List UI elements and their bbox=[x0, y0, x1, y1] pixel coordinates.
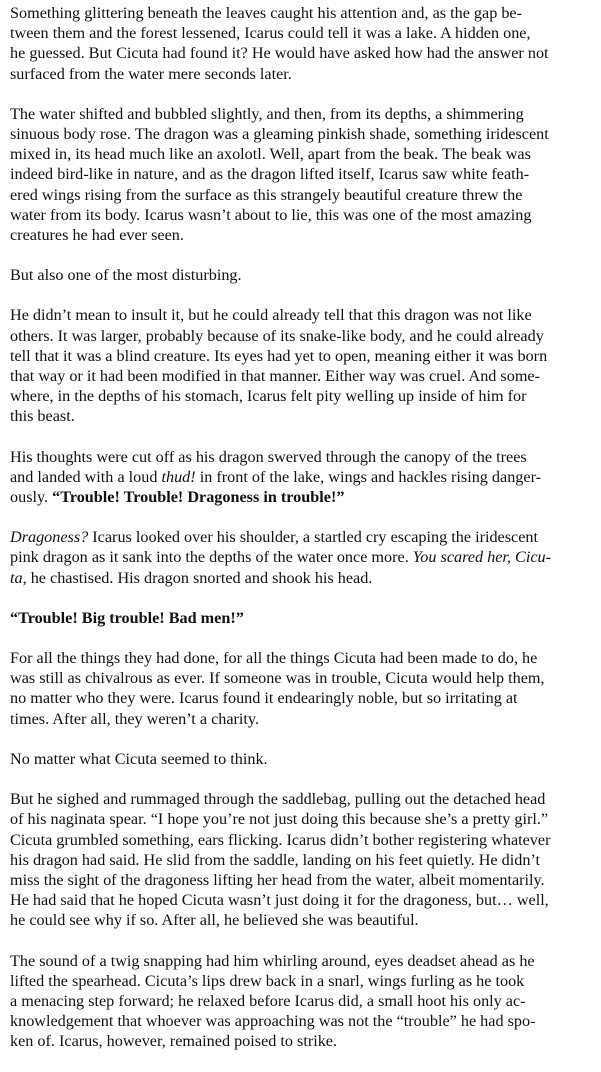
text-line bbox=[10, 971, 591, 991]
text-run: ously. bbox=[10, 488, 53, 507]
paragraph bbox=[10, 447, 591, 508]
text-run: that way or it had been modified in that manner. Either way was cruel. And some- bbox=[10, 367, 540, 386]
text-run: water from its body. Icarus wasn’t about to lie, this was one of the most amazing bbox=[10, 205, 532, 224]
paragraph bbox=[10, 3, 591, 84]
text-run: , he chastised. His dragon snorted and shook his head. bbox=[22, 568, 373, 587]
text-line bbox=[10, 406, 591, 426]
text-line bbox=[10, 305, 591, 325]
text-run: his dragon had said. He slid from the saddle, landing on his feet quietly. He didn’t bbox=[10, 850, 541, 869]
text-run: ken of. Icarus, however, remained poised to strike. bbox=[10, 1032, 338, 1051]
text-run: Icarus looked over his shoulder, a startled cry escaping the iridescent bbox=[88, 528, 538, 547]
paragraph bbox=[10, 951, 591, 1052]
paragraph bbox=[10, 789, 591, 930]
text-run: lifted the spearhead. Cicuta’s lips drew back in a snarl, wings furling as he took bbox=[10, 971, 525, 990]
italic-text: Dragoness? bbox=[10, 528, 89, 547]
text-line bbox=[10, 890, 591, 910]
text-run: No matter what Cicuta seemed to think. bbox=[10, 749, 268, 768]
text-line bbox=[10, 648, 591, 668]
text-run: His thoughts were cut off as his dragon swerved through the canopy of the trees bbox=[10, 447, 527, 466]
text-run: no matter who they were. Icarus found it endearingly noble, but so irritating at bbox=[10, 689, 518, 708]
text-run: and landed with a loud bbox=[10, 467, 162, 486]
text-line bbox=[10, 346, 591, 366]
text-run: this beast. bbox=[10, 407, 75, 426]
bold-text: “Trouble! Trouble! Dragoness in trouble!” bbox=[52, 488, 345, 507]
text-line bbox=[10, 104, 591, 124]
paragraph bbox=[10, 305, 591, 426]
text-run: a menacing step forward; he relaxed before Icarus did, a small hoot his only ac- bbox=[10, 991, 526, 1010]
text-line bbox=[10, 608, 591, 628]
text-run: But also one of the most disturbing. bbox=[10, 266, 242, 285]
text-line bbox=[10, 64, 591, 84]
italic-text: You scared her, Cicu- bbox=[412, 548, 551, 567]
text-line bbox=[10, 850, 591, 870]
text-line bbox=[10, 527, 591, 547]
text-line bbox=[10, 326, 591, 346]
text-line bbox=[10, 205, 591, 225]
text-run: Something glittering beneath the leaves caught his attention and, as the gap be- bbox=[10, 4, 523, 22]
text-run: tell that it was a blind creature. Its eyes had yet to open, meaning either it was born bbox=[10, 346, 548, 365]
text-line bbox=[10, 265, 591, 285]
text-run: of his naginata spear. “I hope you’re not just doing this because she’s a pretty girl.” bbox=[10, 810, 549, 829]
text-line bbox=[10, 1011, 591, 1031]
text-run: Cicuta grumbled something, ears flicking. Icarus didn’t bother registering whatever bbox=[10, 830, 551, 849]
text-line bbox=[10, 991, 591, 1011]
italic-text: thud! bbox=[161, 467, 196, 486]
text-run: others. It was larger, probably because of its snake-like body, and he could already bbox=[10, 326, 544, 345]
text-run: tween them and the forest lessened, Icarus could tell it was a lake. A hidden one, bbox=[10, 24, 531, 43]
text-line bbox=[10, 951, 591, 971]
text-run: he guessed. But Cicuta had found it? He would have asked how had the answer not bbox=[10, 44, 549, 63]
text-line bbox=[10, 688, 591, 708]
text-line bbox=[10, 749, 591, 769]
text-line bbox=[10, 568, 591, 588]
paragraph bbox=[10, 749, 591, 769]
paragraph bbox=[10, 648, 591, 729]
text-line bbox=[10, 709, 591, 729]
text-line bbox=[10, 386, 591, 406]
text-line bbox=[10, 870, 591, 890]
text-line bbox=[10, 447, 591, 467]
text-line bbox=[10, 185, 591, 205]
paragraph bbox=[10, 608, 591, 628]
text-line bbox=[10, 830, 591, 850]
text-run: pink dragon as it sank into the depths of the water once more. bbox=[10, 548, 413, 567]
text-run: He had said that he hoped Cicuta wasn’t just doing it for the dragoness, but… well, bbox=[10, 891, 549, 910]
text-line bbox=[10, 43, 591, 63]
text-run: times. After all, they weren’t a charity. bbox=[10, 709, 260, 728]
paragraph bbox=[10, 104, 591, 245]
bold-text: “Trouble! Big trouble! Bad men!” bbox=[10, 608, 244, 627]
text-run: knowledgement that whoever was approaching was not the “trouble” he had spo- bbox=[10, 1012, 536, 1031]
text-run: where, in the depths of his stomach, Icarus felt pity welling up inside of him for bbox=[10, 387, 527, 406]
text-line bbox=[10, 1031, 591, 1051]
text-line bbox=[10, 789, 591, 809]
text-run: mixed in, its head much like an axolotl. Well, apart from the beak. The beak was bbox=[10, 145, 531, 164]
text-line bbox=[10, 23, 591, 43]
paragraph bbox=[10, 265, 591, 285]
text-line bbox=[10, 366, 591, 386]
text-run: ered wings rising from the surface as this strangely beautiful creature threw the bbox=[10, 185, 523, 204]
text-run: indeed bird-like in nature, and as the dragon lifted itself, Icarus saw white feath- bbox=[10, 165, 530, 184]
text-run: was still as chivalrous as ever. If someone was in trouble, Cicuta would help them, bbox=[10, 669, 545, 688]
paragraph bbox=[10, 527, 591, 588]
text-run: For all the things they had done, for all the things Cicuta had been made to do, he bbox=[10, 649, 538, 668]
text-line bbox=[10, 910, 591, 930]
text-line bbox=[10, 467, 591, 487]
text-line bbox=[10, 668, 591, 688]
text-run: sinuous body rose. The dragon was a gleaming pinkish shade, something iridescent bbox=[10, 125, 549, 144]
text-line bbox=[10, 487, 591, 507]
text-line bbox=[10, 3, 591, 23]
italic-text: ta bbox=[10, 568, 23, 587]
text-run: The water shifted and bubbled slightly, and then, from its depths, a shimmering bbox=[10, 104, 524, 123]
text-line bbox=[10, 547, 591, 567]
text-run: creatures he had ever seen. bbox=[10, 226, 184, 245]
text-line bbox=[10, 144, 591, 164]
text-run: surfaced from the water mere seconds later. bbox=[10, 64, 292, 83]
text-run: He didn’t mean to insult it, but he could already tell that this dragon was not like bbox=[10, 306, 532, 325]
text-line bbox=[10, 225, 591, 245]
text-line bbox=[10, 124, 591, 144]
text-run: miss the sight of the dragoness lifting her head from the water, albeit momentarily. bbox=[10, 870, 545, 889]
text-line bbox=[10, 164, 591, 184]
story-text bbox=[10, 3, 591, 1052]
text-run: The sound of a twig snapping had him whirling around, eyes deadset ahead as he bbox=[10, 951, 535, 970]
text-run: in front of the lake, wings and hackles rising danger- bbox=[195, 467, 542, 486]
text-line bbox=[10, 809, 591, 829]
text-run: But he sighed and rummaged through the saddlebag, pulling out the detached head bbox=[10, 790, 546, 809]
text-run: he could see why if so. After all, he believed she was beautiful. bbox=[10, 911, 419, 930]
